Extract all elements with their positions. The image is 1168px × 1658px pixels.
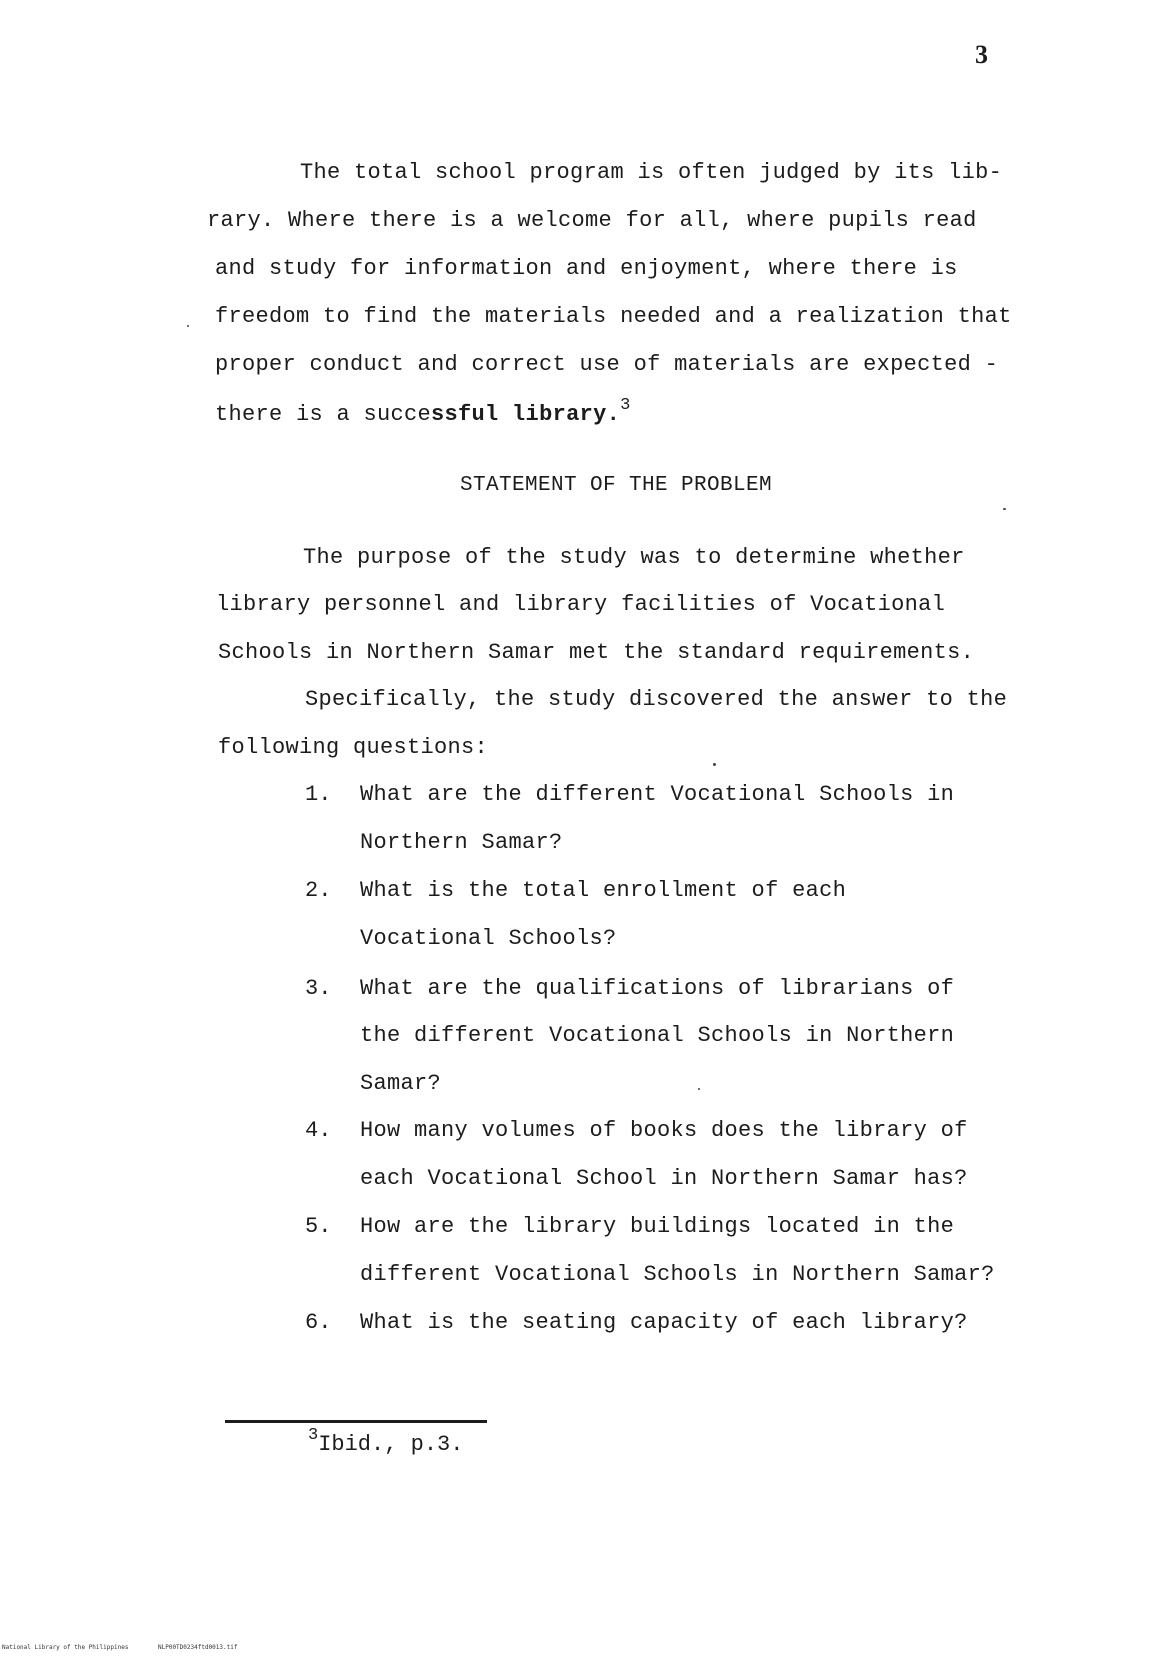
question-3-line-3: Samar?: [360, 1071, 442, 1096]
intro-line-3: and study for information and enjoyment, where there is: [215, 256, 958, 281]
intro-line-1: The total school program is often judged by its lib-: [300, 160, 1003, 185]
purpose-line-2: library personnel and library facilities of Vocational: [216, 592, 946, 617]
footnote: [308, 1426, 464, 1457]
intro-line-2: rary. Where there is a welcome for all, where pupils read: [207, 208, 977, 233]
intro-line-6: [215, 396, 631, 427]
scan-speck: [713, 763, 716, 766]
intro-line-4: freedom to find the materials needed and a realization that: [215, 304, 1012, 329]
scan-speck: [187, 325, 189, 327]
section-heading: STATEMENT OF THE PROBLEM: [460, 474, 773, 497]
purpose-line-1: The purpose of the study was to determine whether: [303, 545, 965, 570]
page-number: 3: [975, 40, 988, 69]
question-5-line-1: How are the library buildings located in the: [360, 1214, 955, 1239]
question-6-line-1: What is the seating capacity of each library?: [360, 1310, 968, 1335]
question-3-number: 3.: [305, 976, 332, 1001]
scan-speck: [1003, 508, 1006, 510]
question-2-line-2: Vocational Schools?: [360, 926, 617, 951]
specific-line-1: Specifically, the study discovered the answer to the: [305, 687, 1008, 712]
question-4-number: 4.: [305, 1118, 332, 1143]
question-1-line-1: What are the different Vocational Schools in: [360, 782, 955, 807]
scan-speck: [698, 1088, 700, 1090]
question-5-line-2: different Vocational Schools in Northern Samar?: [360, 1262, 995, 1287]
question-3-line-1: What are the qualifications of librarians of: [360, 976, 955, 1001]
intro-line-6-prefix: there is a succe: [215, 402, 432, 427]
question-1-line-2: Northern Samar?: [360, 830, 563, 855]
intro-line-5: proper conduct and correct use of materials are expected -: [215, 352, 999, 377]
footnote-reference: 3: [620, 396, 631, 415]
footnote-text: Ibid., p.3.: [318, 1432, 464, 1457]
footnote-marker: 3: [308, 1426, 319, 1445]
archive-filename: NLP00TD0234ftd0013.tif: [158, 1644, 238, 1651]
footnote-rule: [225, 1420, 487, 1423]
intro-line-6-bold: ssful library.: [431, 402, 621, 427]
question-4-line-1: How many volumes of books does the library of: [360, 1118, 968, 1143]
question-2-number: 2.: [305, 878, 332, 903]
question-1-number: 1.: [305, 782, 332, 807]
specific-line-2: following questions:: [218, 735, 489, 760]
archive-label: National Library of the Philippines: [2, 1644, 129, 1651]
question-3-line-2: the different Vocational Schools in Northern: [360, 1023, 955, 1048]
question-2-line-1: What is the total enrollment of each: [360, 878, 847, 903]
question-6-number: 6.: [305, 1310, 332, 1335]
question-5-number: 5.: [305, 1214, 332, 1239]
purpose-line-3: Schools in Northern Samar met the standard requirements.: [218, 640, 975, 665]
question-4-line-2: each Vocational School in Northern Samar has?: [360, 1166, 968, 1191]
